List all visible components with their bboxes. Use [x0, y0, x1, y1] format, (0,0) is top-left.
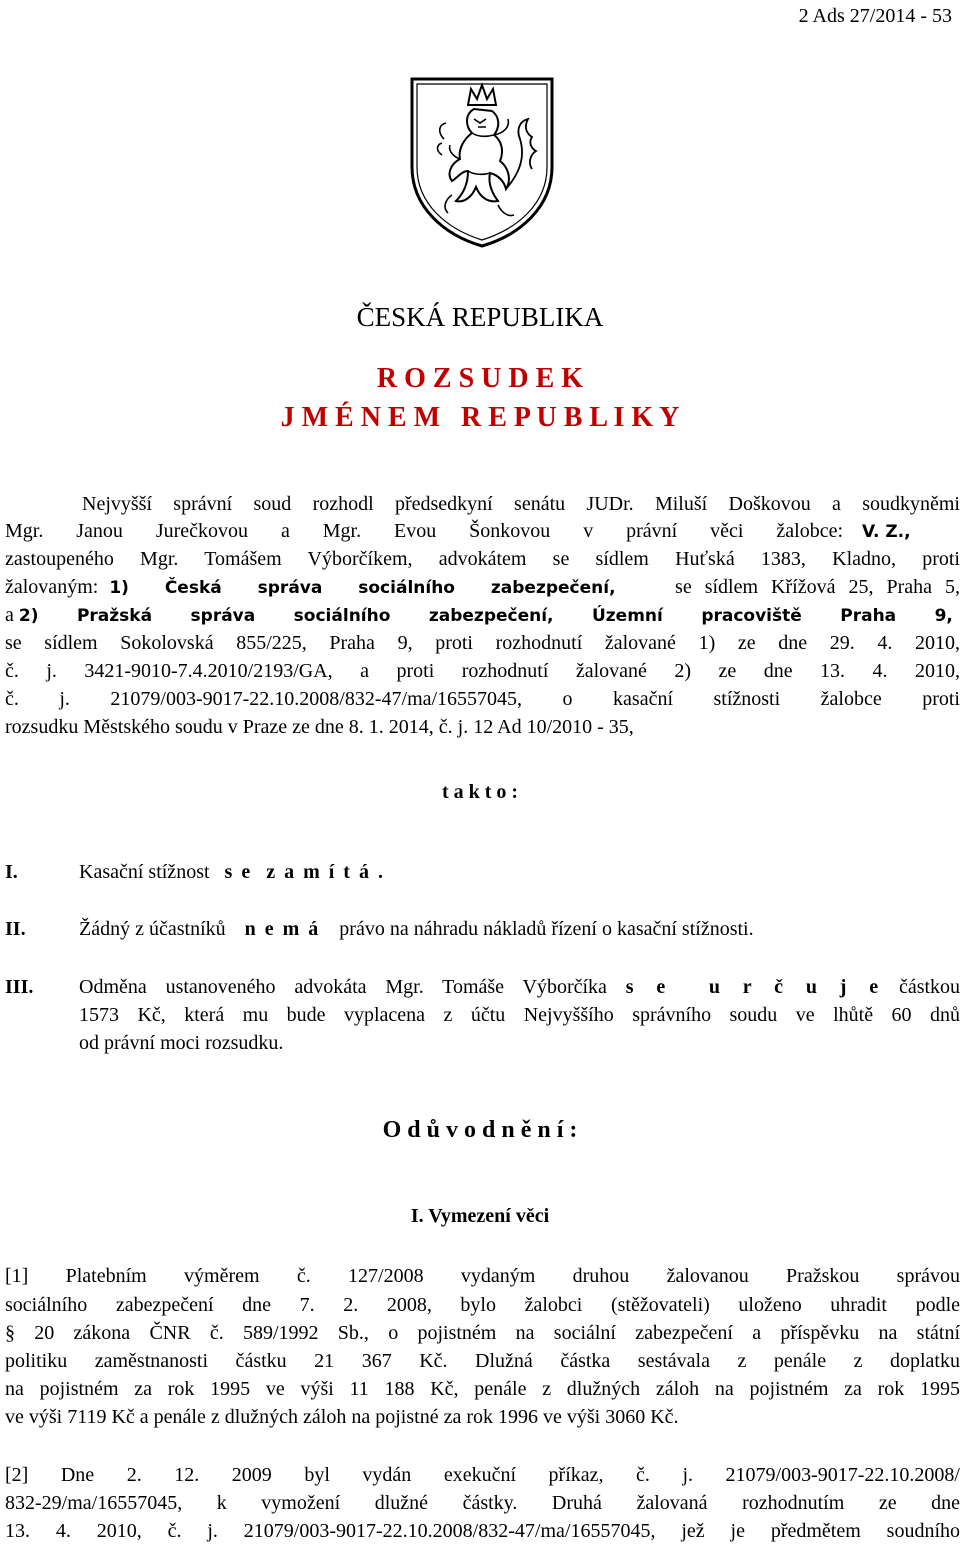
verdict-2-b: n e m á — [244, 918, 321, 940]
verdict-1-text — [79, 861, 385, 884]
intro-line-4c: se sídlem Křížová 25, Praha 5, — [675, 576, 960, 598]
para-1-line-6: ve výši 7119 Kč a penále z dlužných záloh na pojistné za rok 1996 ve výši 3060 Kč. — [5, 1406, 679, 1428]
intro-line-5 — [5, 601, 960, 630]
verdict-3-number: III. — [5, 976, 34, 998]
intro-line-7: č. j. 3421-9010-7.4.2010/2193/GA, a proti rozhodnutí žalované 2) ze dne 13. 4. 2010, — [5, 660, 960, 682]
defendant-2: 2) Pražská správa sociálního zabezpečení, Územní pracoviště Praha 9, — [18, 606, 953, 626]
verdict-3-b: s e u r č u j e — [625, 976, 881, 998]
reasoning-heading: O d ů v o d n ě n í : — [382, 1117, 578, 1143]
verdict-2-c: právo na náhradu nákladů řízení o kasační stížnosti. — [339, 918, 754, 940]
intro-line-5a: a — [5, 604, 14, 626]
intro-line-2 — [5, 517, 960, 546]
verdict-title: R O Z S U D E K — [376, 363, 584, 394]
intro-line-6: se sídlem Sokolovská 855/225, Praha 9, proti rozhodnutí žalované 1) ze dne 29. 4. 2010, — [5, 632, 960, 654]
verdict-3-line-1 — [79, 976, 960, 999]
verdict-3-a: Odměna ustanoveného advokáta Mgr. Tomáše Výborčíka — [79, 976, 607, 998]
para-1-line-2: sociálního zabezpečení dne 7. 2. 2008, bylo žalobci (stěžovateli) uloženo uhradit podle — [5, 1294, 960, 1316]
intro-line-9: rozsudku Městského soudu v Praze ze dne 8. 1. 2014, č. j. 12 Ad 10/2010 - 35, — [5, 716, 634, 738]
verdict-3-line-2: 1573 Kč, která mu bude vyplacena z účtu Nejvyššího správního soudu ve lhůtě 60 dnů — [79, 1004, 960, 1026]
intro-line-2a: Mgr. Janou Jurečkovou a Mgr. Evou Šonkovou v právní věci žalobce: — [5, 520, 843, 542]
verdict-2-number: II. — [5, 918, 26, 940]
intro-line-8: č. j. 21079/003-9017-22.10.2008/832-47/ma/16557045, o kasační stížnosti žalobce proti — [5, 688, 960, 710]
verdict-1-a: Kasační stížnost — [79, 861, 210, 883]
intro-line-3: zastoupeného Mgr. Tomášem Výborčíkem, advokátem se sídlem Huťská 1383, Kladno, proti — [5, 548, 960, 570]
defendant-1: 1) Česká správa sociálního zabezpečení, — [109, 578, 616, 598]
verdict-3-line-3: od právní moci rozsudku. — [79, 1032, 284, 1054]
para-1-line-3: § 20 zákona ČNR č. 589/1992 Sb., o pojistném na sociální zabezpečení a příspěvku na státní — [5, 1322, 960, 1344]
verdict-3-c: částkou — [898, 976, 960, 998]
verdict-2-text — [79, 918, 754, 941]
section-1-heading: I. Vymezení věci — [410, 1205, 550, 1227]
para-1-line-4: politiku zaměstnanosti částku 21 367 Kč. Dlužná částka sestávala z penále z doplatku — [5, 1350, 960, 1372]
country-title: ČESKÁ REPUBLIKA — [356, 302, 604, 332]
para-2-line-1: [2] Dne 2. 12. 2009 byl vydán exekuční příkaz, č. j. 21079/003-9017-22.10.2008/ — [5, 1464, 960, 1486]
verdict-2-a: Žádný z účastníků — [79, 918, 226, 940]
para-1-line-5: na pojistném za rok 1995 ve výši 11 188 Kč, penále z dlužných záloh na pojistném za rok 1995 — [5, 1378, 960, 1400]
para-1-line-1: [1] Platebním výměrem č. 127/2008 vydaným druhou žalovanou Pražskou správou — [5, 1265, 960, 1287]
takto-heading: t a k t o : — [441, 781, 519, 803]
intro-line-4a: žalovaným: — [5, 576, 99, 598]
intro-line-1: Nejvyšší správní soud rozhodl předsedkyní senátu JUDr. Miluší Doškovou a soudkyněmi — [82, 493, 960, 515]
verdict-1-number: I. — [5, 861, 18, 883]
intro-line-4 — [5, 573, 960, 602]
para-2-line-2: 832-29/ma/16557045, k vymožení dlužné částky. Druhá žalovaná rozhodnutím ze dne — [5, 1492, 960, 1514]
verdict-1-b: s e z a m í t á . — [224, 861, 385, 883]
czech-coat-of-arms-icon — [408, 75, 556, 249]
in-name-title: J M É N E M R E P U B L I K Y — [280, 402, 680, 433]
case-number: 2 Ads 27/2014 - 53 — [798, 5, 952, 27]
para-2-line-3: 13. 4. 2010, č. j. 21079/003-9017-22.10.2008/832-47/ma/16557045, jež je předmětem soudního — [5, 1520, 960, 1542]
plaintiff-initials: V. Z., — [862, 522, 911, 542]
